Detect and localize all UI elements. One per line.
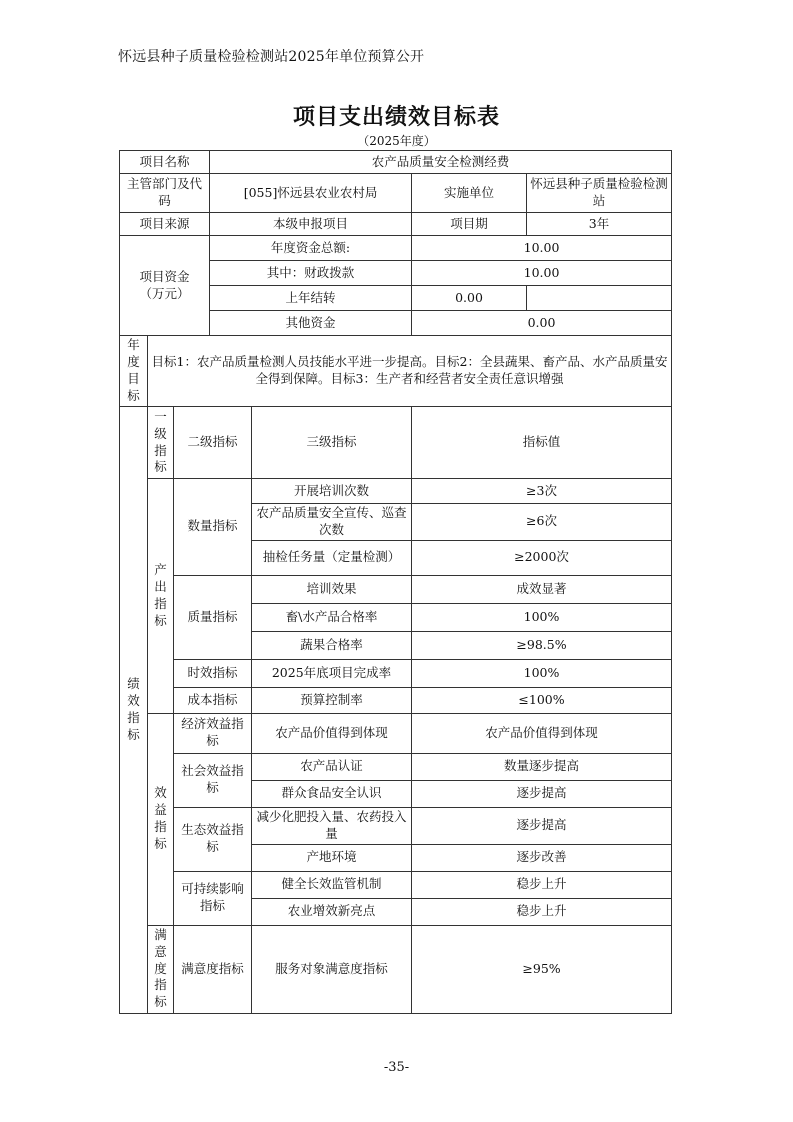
dept-value: [055]怀远县农业农村局: [210, 174, 412, 213]
cost-indicator-label: 成本指标: [174, 687, 252, 713]
indicator-value: 100%: [412, 659, 672, 687]
source-value: 本级申报项目: [210, 213, 412, 236]
table-subtitle: （2025年度）: [357, 134, 436, 148]
page-number: -35-: [383, 1060, 410, 1075]
col-header-value: 指标值: [412, 407, 672, 479]
indicator-value: ≥3次: [412, 479, 672, 504]
satisfaction-sub-label: 满意度指标: [174, 925, 252, 1013]
funds-fiscal-value: 10.00: [412, 261, 672, 286]
indicator-name: 农产品质量安全宣传、巡查次数: [252, 504, 412, 541]
impl-unit-label: 实施单位: [412, 174, 527, 213]
indicator-name: 健全长效监管机制: [252, 871, 412, 898]
sustainable-indicator-label: 可持续影响指标: [174, 871, 252, 925]
table-title: 项目支出绩效目标表: [292, 105, 500, 130]
indicator-name: 抽检任务量（定量检测）: [252, 540, 412, 575]
source-label: 项目来源: [120, 213, 210, 236]
indicator-value: 成效显著: [412, 575, 672, 603]
indicator-value: ≤100%: [412, 687, 672, 713]
indicator-name: 预算控制率: [252, 687, 412, 713]
indicator-value: 稳步上升: [412, 871, 672, 898]
performance-target-table: [119, 150, 672, 1014]
indicator-name: 减少化肥投入量、农药投入量: [252, 807, 412, 844]
indicator-value: 逐步改善: [412, 844, 672, 871]
indicator-name: 产地环境: [252, 844, 412, 871]
output-indicator-label: 产出指标: [148, 479, 174, 714]
social-indicator-label: 社会效益指标: [174, 753, 252, 807]
funds-carryover-label: 上年结转: [210, 286, 412, 311]
satisfaction-indicator-label: 满意度指标: [148, 925, 174, 1013]
indicator-value: 逐步提高: [412, 807, 672, 844]
indicator-value: ≥2000次: [412, 540, 672, 575]
funds-other-value: 0.00: [412, 311, 672, 336]
funds-total-value: 10.00: [412, 236, 672, 261]
funds-fiscal-label: 其中：财政拨款: [210, 261, 412, 286]
col-header-level1: 一级指标: [148, 407, 174, 479]
indicator-name: 服务对象满意度指标: [252, 925, 412, 1013]
dept-label: 主管部门及代码: [120, 174, 210, 213]
indicator-name: 蔬果合格率: [252, 631, 412, 659]
funds-other-label: 其他资金: [210, 311, 412, 336]
funds-label: 项目资金（万元）: [120, 236, 210, 336]
indicator-name: 畜\水产品合格率: [252, 603, 412, 631]
indicator-value: 逐步提高: [412, 780, 672, 807]
page-header: 怀远县种子质量检验检测站2025年单位预算公开: [118, 49, 425, 65]
perf-indicator-label: 绩效指标: [120, 407, 148, 1014]
funds-total-label: 年度资金总额:: [210, 236, 412, 261]
indicator-name: 农产品价值得到体现: [252, 713, 412, 753]
indicator-value: 稳步上升: [412, 898, 672, 925]
indicator-name: 开展培训次数: [252, 479, 412, 504]
period-label: 项目期: [412, 213, 527, 236]
impl-unit-value: 怀远县种子质量检验检测站: [527, 174, 672, 213]
annual-goal-label: 年度目标: [120, 336, 148, 407]
ecological-indicator-label: 生态效益指标: [174, 807, 252, 871]
indicator-value: ≥6次: [412, 504, 672, 541]
quality-indicator-label: 质量指标: [174, 575, 252, 659]
indicator-value: ≥95%: [412, 925, 672, 1013]
indicator-value: 100%: [412, 603, 672, 631]
indicator-value: 农产品价值得到体现: [412, 713, 672, 753]
funds-carryover-value: 0.00: [412, 286, 527, 311]
indicator-name: 培训效果: [252, 575, 412, 603]
indicator-value: ≥98.5%: [412, 631, 672, 659]
indicator-name: 群众食品安全认识: [252, 780, 412, 807]
indicator-value: 数量逐步提高: [412, 753, 672, 780]
col-header-level3: 三级指标: [252, 407, 412, 479]
col-header-level2: 二级指标: [174, 407, 252, 479]
quantity-indicator-label: 数量指标: [174, 479, 252, 576]
annual-goal-text: 目标1：农产品质量检测人员技能水平进一步提高。目标2：全县蔬果、畜产品、水产品质量安全得到保障。目标3：生产者和经营者安全责任意识增强: [148, 336, 672, 407]
timeliness-indicator-label: 时效指标: [174, 659, 252, 687]
indicator-name: 农产品认证: [252, 753, 412, 780]
economic-indicator-label: 经济效益指标: [174, 713, 252, 753]
period-value: 3年: [527, 213, 672, 236]
indicator-name: 农业增效新亮点: [252, 898, 412, 925]
funds-carryover-blank: [527, 286, 672, 311]
project-name-value: 农产品质量安全检测经费: [210, 151, 672, 174]
benefit-indicator-label: 效益指标: [148, 713, 174, 925]
project-name-label: 项目名称: [120, 151, 210, 174]
indicator-name: 2025年底项目完成率: [252, 659, 412, 687]
